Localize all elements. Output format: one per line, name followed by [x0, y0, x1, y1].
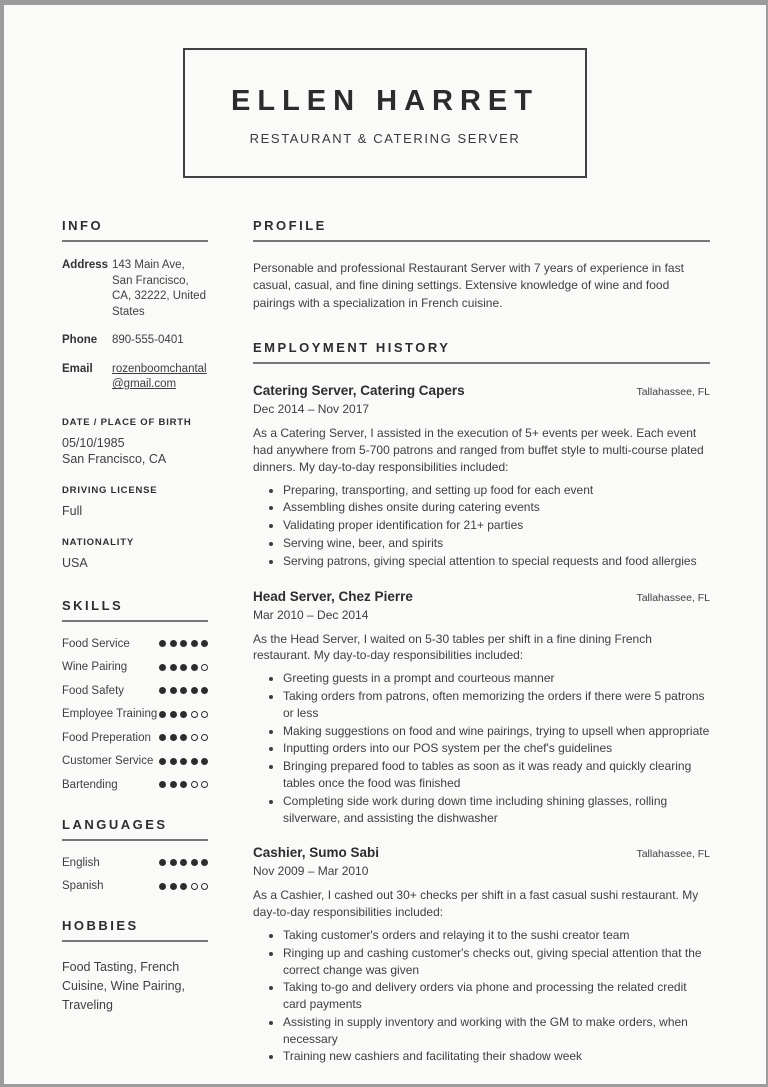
content-columns: [4, 178, 766, 1066]
fact-block: [62, 485, 208, 519]
employment-heading: EMPLOYMENT HISTORY: [253, 340, 710, 364]
languages-rows: [62, 857, 208, 893]
job-dates: Nov 2009 – Mar 2010: [253, 864, 369, 879]
job-bullet: • Taking orders from patrons, often memorizing the orders if there were 5 patrons or less: [283, 688, 710, 722]
sidebar: [62, 218, 208, 1066]
dot-filled-icon: [201, 687, 208, 694]
job-bullet: • Assisting in supply inventory and working with the GM to make orders, when necessary: [283, 1014, 710, 1048]
rating-dots-icon: [159, 883, 208, 890]
dot-filled-icon: [159, 734, 166, 741]
employment-section: [253, 340, 710, 1065]
fact-value: San Francisco, CA: [62, 451, 167, 466]
dot-empty-icon: [201, 883, 208, 890]
job-title: Catering Server, Catering Capers: [253, 383, 465, 399]
dot-empty-icon: [191, 734, 198, 741]
dot-filled-icon: [191, 664, 198, 671]
job-title: Cashier, Sumo Sabi: [253, 845, 380, 861]
job-title: Head Server, Chez Pierre: [253, 588, 413, 604]
job-bullets: [253, 482, 710, 570]
dot-filled-icon: [170, 664, 177, 671]
dot-empty-icon: [201, 664, 208, 671]
fact-value: USA: [62, 556, 88, 571]
info-rows: [62, 258, 208, 393]
dot-filled-icon: [191, 859, 198, 866]
info-label: Email: [62, 362, 93, 375]
dot-filled-icon: [191, 758, 198, 765]
dot-filled-icon: [180, 687, 187, 694]
job-bullet: • Taking customer's orders and relaying it to the sushi creator team: [283, 927, 710, 944]
info-value: [112, 362, 208, 393]
dot-filled-icon: [170, 883, 177, 890]
person-job-title: RESTAURANT & CATERING SERVER: [249, 131, 521, 146]
rated-row: [62, 708, 208, 720]
rating-dots-icon: [159, 664, 208, 671]
dot-filled-icon: [191, 640, 198, 647]
dot-filled-icon: [159, 687, 166, 694]
rated-label: Food Service: [62, 637, 130, 650]
email-link[interactable]: rozenboomchantal@gmail.com: [112, 362, 207, 391]
dot-filled-icon: [159, 664, 166, 671]
rated-label: Bartending: [62, 778, 118, 791]
dot-empty-icon: [201, 711, 208, 718]
person-name: ELLEN HARRET: [231, 85, 539, 117]
job-bullets: [253, 670, 710, 826]
rating-dots-icon: [159, 734, 208, 741]
fact-heading: NATIONALITY: [62, 537, 134, 549]
rated-row: [62, 638, 208, 650]
rated-label: English: [62, 856, 100, 869]
dot-filled-icon: [170, 711, 177, 718]
info-label: Phone: [62, 334, 98, 347]
rated-row: [62, 779, 208, 791]
info-row: [62, 333, 208, 349]
info-row: [62, 362, 208, 393]
hobbies-text: Food Tasting, French Cuisine, Wine Pairing, Traveling: [62, 960, 185, 1012]
dot-filled-icon: [170, 734, 177, 741]
job-dates: Dec 2014 – Nov 2017: [253, 402, 370, 417]
job-bullet: • Making suggestions on food and wine pairings, trying to upsell when appropriate: [283, 723, 710, 740]
skills-heading: SKILLS: [62, 598, 208, 622]
job-location: Tallahassee, FL: [636, 848, 710, 861]
languages-section: [62, 817, 208, 893]
rated-row: [62, 880, 208, 892]
job-header: [253, 845, 710, 860]
info-row: [62, 258, 208, 320]
rating-dots-icon: [159, 758, 208, 765]
job-summary: As the Head Server, I waited on 5-30 tables per shift in a fine dining French restaurant. My day-to-day responsibilities included:: [253, 631, 652, 663]
fact-value: 05/10/1985: [62, 435, 125, 450]
job-bullet: • Preparing, transporting, and setting up food for each event: [283, 482, 710, 499]
languages-heading: LANGUAGES: [62, 817, 208, 841]
main-column: [253, 218, 710, 1066]
info-value: 890-555-0401: [112, 334, 184, 347]
rated-label: Wine Pairing: [62, 661, 128, 674]
job-bullet: • Serving patrons, giving special attention to special requests and food allergies: [283, 553, 710, 570]
job-entry: [253, 845, 710, 1065]
job-entry: [253, 589, 710, 827]
job-header: [253, 383, 710, 398]
profile-section: [253, 218, 710, 312]
dot-empty-icon: [191, 883, 198, 890]
dot-empty-icon: [201, 734, 208, 741]
dot-filled-icon: [201, 758, 208, 765]
hobbies-section: [62, 918, 208, 1014]
dot-filled-icon: [159, 859, 166, 866]
job-bullets: [253, 927, 710, 1065]
dot-filled-icon: [180, 734, 187, 741]
rated-label: Employee Training: [62, 708, 158, 721]
dot-filled-icon: [170, 859, 177, 866]
rated-label: Spanish: [62, 880, 104, 893]
dot-filled-icon: [159, 883, 166, 890]
rated-row: [62, 732, 208, 744]
job-bullet: • Serving wine, beer, and spirits: [283, 535, 710, 552]
dot-filled-icon: [180, 859, 187, 866]
fact-heading: DRIVING LICENSE: [62, 485, 158, 497]
job-bullet: • Taking to-go and delivery orders via phone and processing the related credit card payments: [283, 979, 710, 1013]
rating-dots-icon: [159, 711, 208, 718]
rating-dots-icon: [159, 781, 208, 788]
header-name-box: [183, 48, 587, 178]
job-bullet: • Inputting orders into our POS system per the chef's guidelines: [283, 740, 710, 757]
dot-filled-icon: [159, 640, 166, 647]
rating-dots-icon: [159, 640, 208, 647]
job-location: Tallahassee, FL: [636, 591, 710, 604]
dot-filled-icon: [180, 711, 187, 718]
dot-filled-icon: [170, 640, 177, 647]
rating-dots-icon: [159, 687, 208, 694]
info-label: Address: [62, 259, 109, 271]
job-bullet: • Training new cashiers and facilitating their shadow week: [283, 1048, 710, 1065]
rated-label: Food Safety: [62, 684, 125, 697]
hobbies-heading: HOBBIES: [62, 918, 208, 942]
dot-empty-icon: [191, 781, 198, 788]
dot-filled-icon: [180, 883, 187, 890]
dot-filled-icon: [191, 687, 198, 694]
job-bullet: • Bringing prepared food to tables as soon as it was ready and quickly clearing tables once the food was finished: [283, 758, 710, 792]
info-section: [62, 218, 208, 393]
job-header: [253, 589, 710, 604]
info-heading: INFO: [62, 218, 208, 242]
profile-heading: PROFILE: [253, 218, 710, 242]
job-bullet: • Greeting guests in a prompt and courteous manner: [283, 670, 710, 687]
job-bullet: • Completing side work during down time including shining glasses, rolling silverware, and assisting the dishwasher: [283, 793, 710, 827]
job-bullet: • Ringing up and cashing customer's checks out, giving special attention that the correct change was given: [283, 945, 710, 979]
rated-row: [62, 755, 208, 767]
info-value: 143 Main Ave, San Francisco, CA, 32222, United States: [112, 259, 206, 318]
rated-row: [62, 661, 208, 673]
fact-block: [62, 537, 208, 571]
job-bullet: • Assembling dishes onsite during catering events: [283, 499, 710, 516]
fact-heading: DATE / PLACE OF BIRTH: [62, 416, 192, 428]
fact-value: Full: [62, 504, 83, 519]
dot-empty-icon: [191, 711, 198, 718]
dot-filled-icon: [159, 711, 166, 718]
job-entry: [253, 383, 710, 569]
dot-filled-icon: [201, 640, 208, 647]
rated-label: Customer Service: [62, 755, 154, 768]
fact-block: [62, 417, 208, 468]
dot-filled-icon: [180, 781, 187, 788]
dot-filled-icon: [170, 687, 177, 694]
dot-filled-icon: [201, 859, 208, 866]
job-location: Tallahassee, FL: [636, 386, 710, 399]
rating-dots-icon: [159, 859, 208, 866]
dot-filled-icon: [180, 758, 187, 765]
jobs-list: [253, 383, 710, 1065]
facts-section: [62, 417, 208, 572]
rated-row: [62, 857, 208, 869]
dot-empty-icon: [201, 781, 208, 788]
dot-filled-icon: [159, 781, 166, 788]
job-dates: Mar 2010 – Dec 2014: [253, 607, 369, 622]
dot-filled-icon: [180, 664, 187, 671]
job-summary: As a Catering Server, I assisted in the execution of 5+ events per week. Each event had anywhere from 5-700 patrons and ranged from buffet style to multi-course plated dinners. My day-to-day responsibilities included:: [253, 426, 704, 474]
job-summary: As a Cashier, I cashed out 30+ checks per shift in a fast casual sushi restaurant. My day-to-day responsibilities included:: [253, 888, 699, 920]
dot-filled-icon: [180, 640, 187, 647]
dot-filled-icon: [159, 758, 166, 765]
job-bullet: • Validating proper identification for 21+ parties: [283, 517, 710, 534]
profile-text: Personable and professional Restaurant Server with 7 years of experience in fast casual, casual, and fine dining settings. Extensive knowledge of wine and food pairings with a specialization in French cuisine.: [253, 261, 684, 310]
skills-rows: [62, 638, 208, 791]
rated-row: [62, 685, 208, 697]
rated-label: Food Preperation: [62, 731, 151, 744]
dot-filled-icon: [170, 758, 177, 765]
skills-section: [62, 598, 208, 791]
dot-filled-icon: [170, 781, 177, 788]
